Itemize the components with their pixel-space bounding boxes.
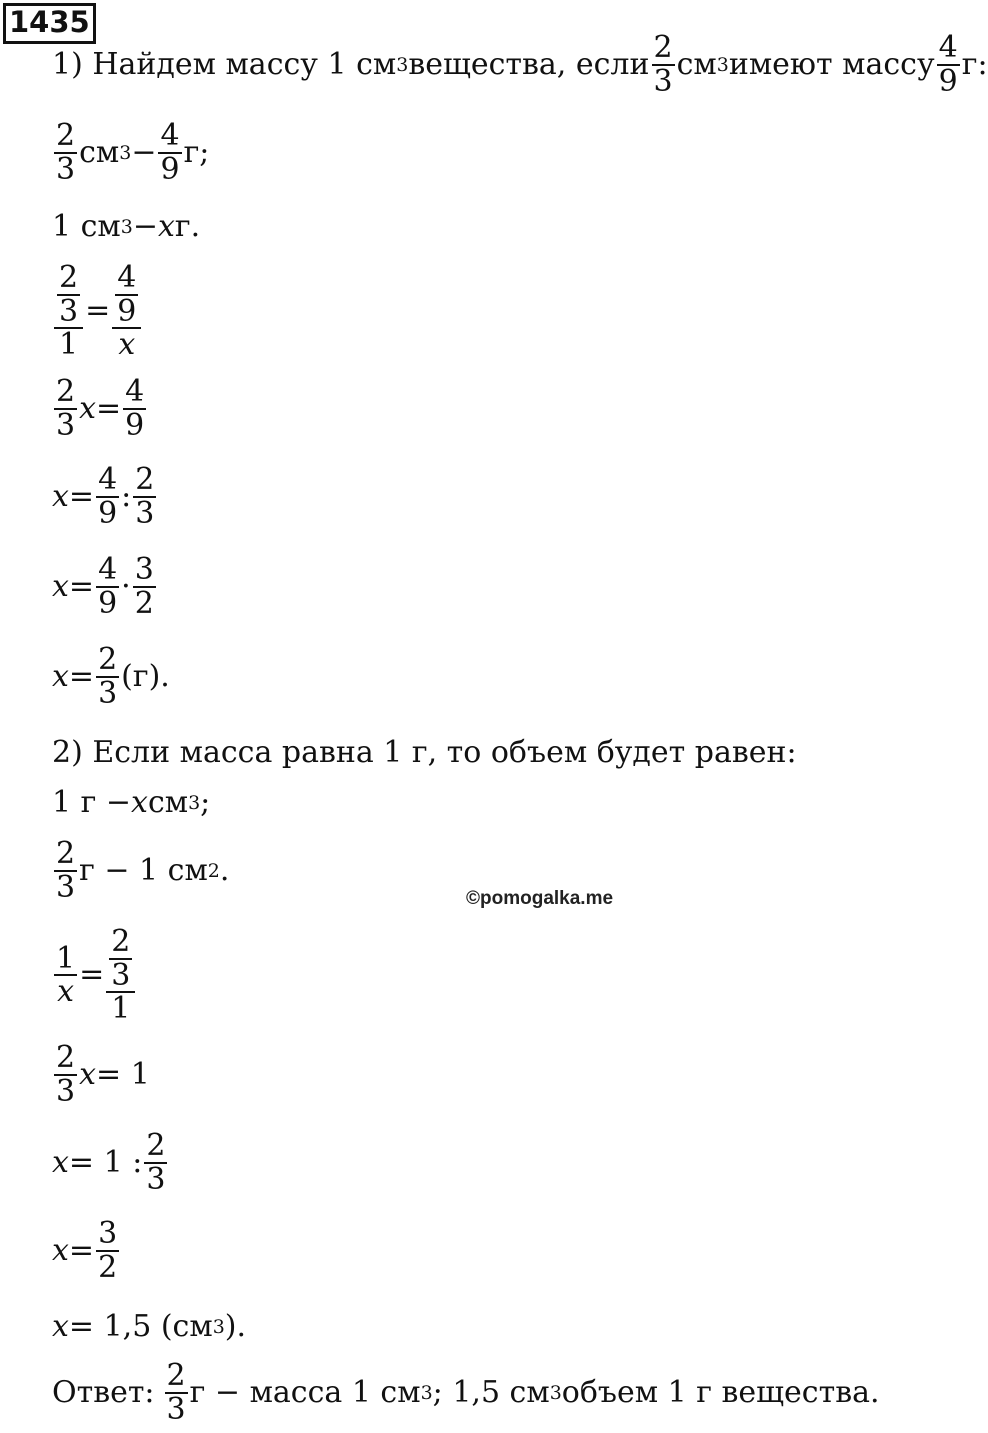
equation-result-1: x = $\frac{2}{3}$ (г).	[52, 642, 170, 711]
equation-step-2: x = $\frac{4}{9}$ : $\frac{2}{3}$	[52, 462, 155, 531]
proportion-equation: $\frac{\frac{2}{3}}{1}$ = $\frac{\frac{4}{9}}{x}$	[52, 262, 143, 361]
proportion-line-2: 1 см 3 − x г.	[52, 209, 201, 244]
fraction-4-9: $\frac{4}{9}$	[938, 30, 958, 99]
part2-proportion-line-1: 1 г − x см 3 ;	[52, 785, 211, 820]
watermark: ©pomogalka.me	[466, 888, 614, 909]
equation-step-3: x = $\frac{4}{9}$ · $\frac{3}{2}$	[52, 552, 154, 621]
part2-equation-step-3: x = $\frac{3}{2}$	[52, 1216, 118, 1285]
answer-label: Ответ:	[52, 1374, 155, 1410]
part2-equation-step-1: $\frac{2}{3}$ x = 1	[56, 1040, 150, 1109]
part1-intro: 1) Найдем массу 1 см 3 вещества, если $\frac{2}{3}$ см 3 имеют массу $\frac{4}{9}$ г:	[52, 30, 988, 99]
part2-proportion-line-2: $\frac{2}{3}$ г − 1 см 2 .	[56, 836, 230, 905]
fraction-2-3: $\frac{2}{3}$	[653, 30, 673, 99]
answer-line: Ответ: $\frac{2}{3}$ г − масса 1 см 3 ; 1,5 см 3 объем 1 г вещества.	[52, 1358, 880, 1427]
proportion-line-1: $\frac{2}{3}$ см 3 − $\frac{4}{9}$ г;	[56, 118, 210, 187]
part2-equation-result: x = 1,5 (см 3 ).	[52, 1309, 247, 1344]
part2-equation-step-2: x = 1 : $\frac{2}{3}$	[52, 1128, 166, 1197]
problem-number: 1435	[3, 3, 96, 44]
equation-step-1: $\frac{2}{3}$ x = $\frac{4}{9}$	[56, 374, 145, 443]
part2-intro: 2) Если масса равна 1 г, то объем будет равен:	[52, 735, 797, 770]
part2-proportion-equation: $\frac{1}{x}$ = $\frac{\frac{2}{3}}{1}$	[52, 926, 137, 1025]
